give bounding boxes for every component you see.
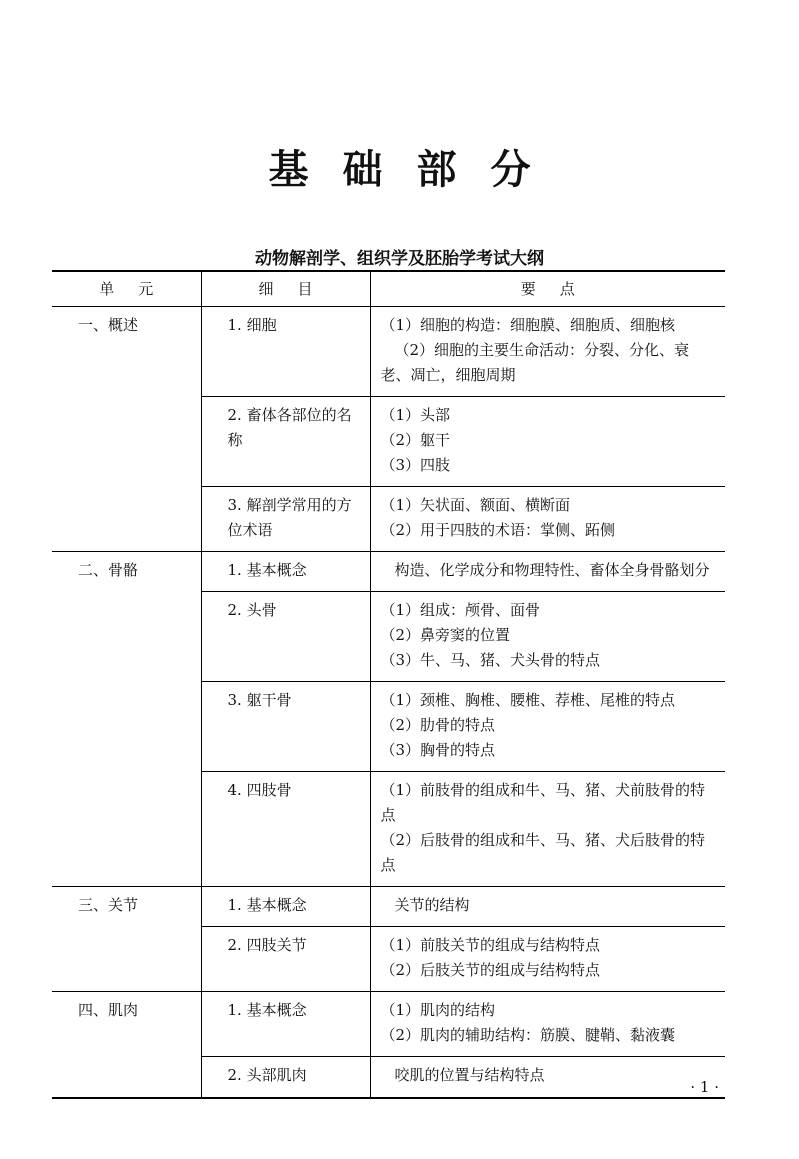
points-cell: [370, 927, 725, 992]
item-cell: 2. 头部肌肉: [201, 1057, 370, 1099]
point-line: 关节的结构: [394, 896, 470, 914]
item-cell: 2. 四肢关节: [201, 927, 370, 992]
point-line: （1）前肢关节的组成与结构特点: [380, 936, 601, 954]
point-line: （1）组成：颅骨、面骨: [380, 601, 541, 619]
item-cell: 2. 畜体各部位的名称: [201, 397, 370, 487]
unit-cell: 三、关节: [52, 887, 201, 992]
points-cell: [370, 992, 725, 1057]
points-cell: [370, 772, 725, 887]
point-line: （2）肋骨的特点: [380, 716, 496, 734]
point-line: （2）鼻旁窦的位置: [380, 626, 511, 644]
unit-cell: 二、骨骼: [52, 552, 201, 887]
point-line: 构造、化学成分和物理特性、畜体全身骨骼划分: [394, 561, 710, 579]
item-cell: 1. 基本概念: [201, 552, 370, 592]
unit-cell: 一、概述: [78, 316, 139, 334]
points-cell: [370, 887, 725, 927]
item-cell: 1. 基本概念: [201, 887, 370, 927]
item-cell: 3. 躯干骨: [201, 682, 370, 772]
points-cell: [370, 552, 725, 592]
points-cell: [370, 592, 725, 682]
page-title: 基础部分: [268, 147, 565, 193]
point-line: （2）用于四肢的术语：掌侧、跖侧: [380, 521, 616, 539]
table-row: [52, 992, 725, 1057]
table-row: [52, 552, 725, 592]
table-row: [52, 887, 725, 927]
point-line: （1）颈椎、胸椎、腰椎、荐椎、尾椎的特点: [380, 691, 676, 709]
points-cell: [370, 682, 725, 772]
point-line: （2）细胞的主要生命活动：分裂、分化、衰老、凋亡，细胞周期: [380, 341, 690, 384]
point-line: （3）胸骨的特点: [380, 741, 496, 759]
table-header-row: [52, 271, 725, 307]
syllabus-table: [52, 270, 725, 1099]
points-cell: [370, 1057, 725, 1099]
points-cell: [370, 397, 725, 487]
point-line: （3）四肢: [380, 456, 451, 474]
point-line: （1）细胞的构造：细胞膜、细胞质、细胞核: [380, 316, 676, 334]
header-unit: 单元: [52, 271, 201, 307]
outline-title: 动物解剖学、组织学及胚胎学考试大纲: [255, 249, 544, 269]
header-item: 细目: [201, 271, 370, 307]
point-line: （1）矢状面、额面、横断面: [380, 496, 571, 514]
points-cell: [370, 307, 725, 397]
point-line: 咬肌的位置与结构特点: [394, 1066, 545, 1084]
table-row: [52, 307, 725, 397]
point-line: （1）前肢骨的组成和牛、马、猪、犬前肢骨的特点: [380, 781, 706, 824]
point-line: （3）牛、马、猪、犬头骨的特点: [380, 651, 601, 669]
point-line: （1）肌肉的结构: [380, 1001, 496, 1019]
point-line: （2）后肢骨的组成和牛、马、猪、犬后肢骨的特点: [380, 831, 706, 874]
item-cell: 4. 四肢骨: [201, 772, 370, 887]
item-cell: 2. 头骨: [201, 592, 370, 682]
item-cell: 1. 基本概念: [201, 992, 370, 1057]
unit-cell: 四、肌肉: [52, 992, 201, 1099]
item-cell: 3. 解剖学常用的方位术语: [201, 487, 370, 552]
point-line: （2）后肢关节的组成与结构特点: [380, 961, 601, 979]
point-line: （1）头部: [380, 406, 451, 424]
point-line: （2）肌肉的辅助结构：筋膜、腱鞘、黏液囊: [380, 1026, 676, 1044]
points-cell: [370, 487, 725, 552]
header-points: 要点: [370, 271, 725, 307]
point-line: （2）躯干: [380, 431, 451, 449]
page-number: · 1 ·: [690, 1078, 719, 1096]
item-cell: 1. 细胞: [201, 307, 370, 397]
